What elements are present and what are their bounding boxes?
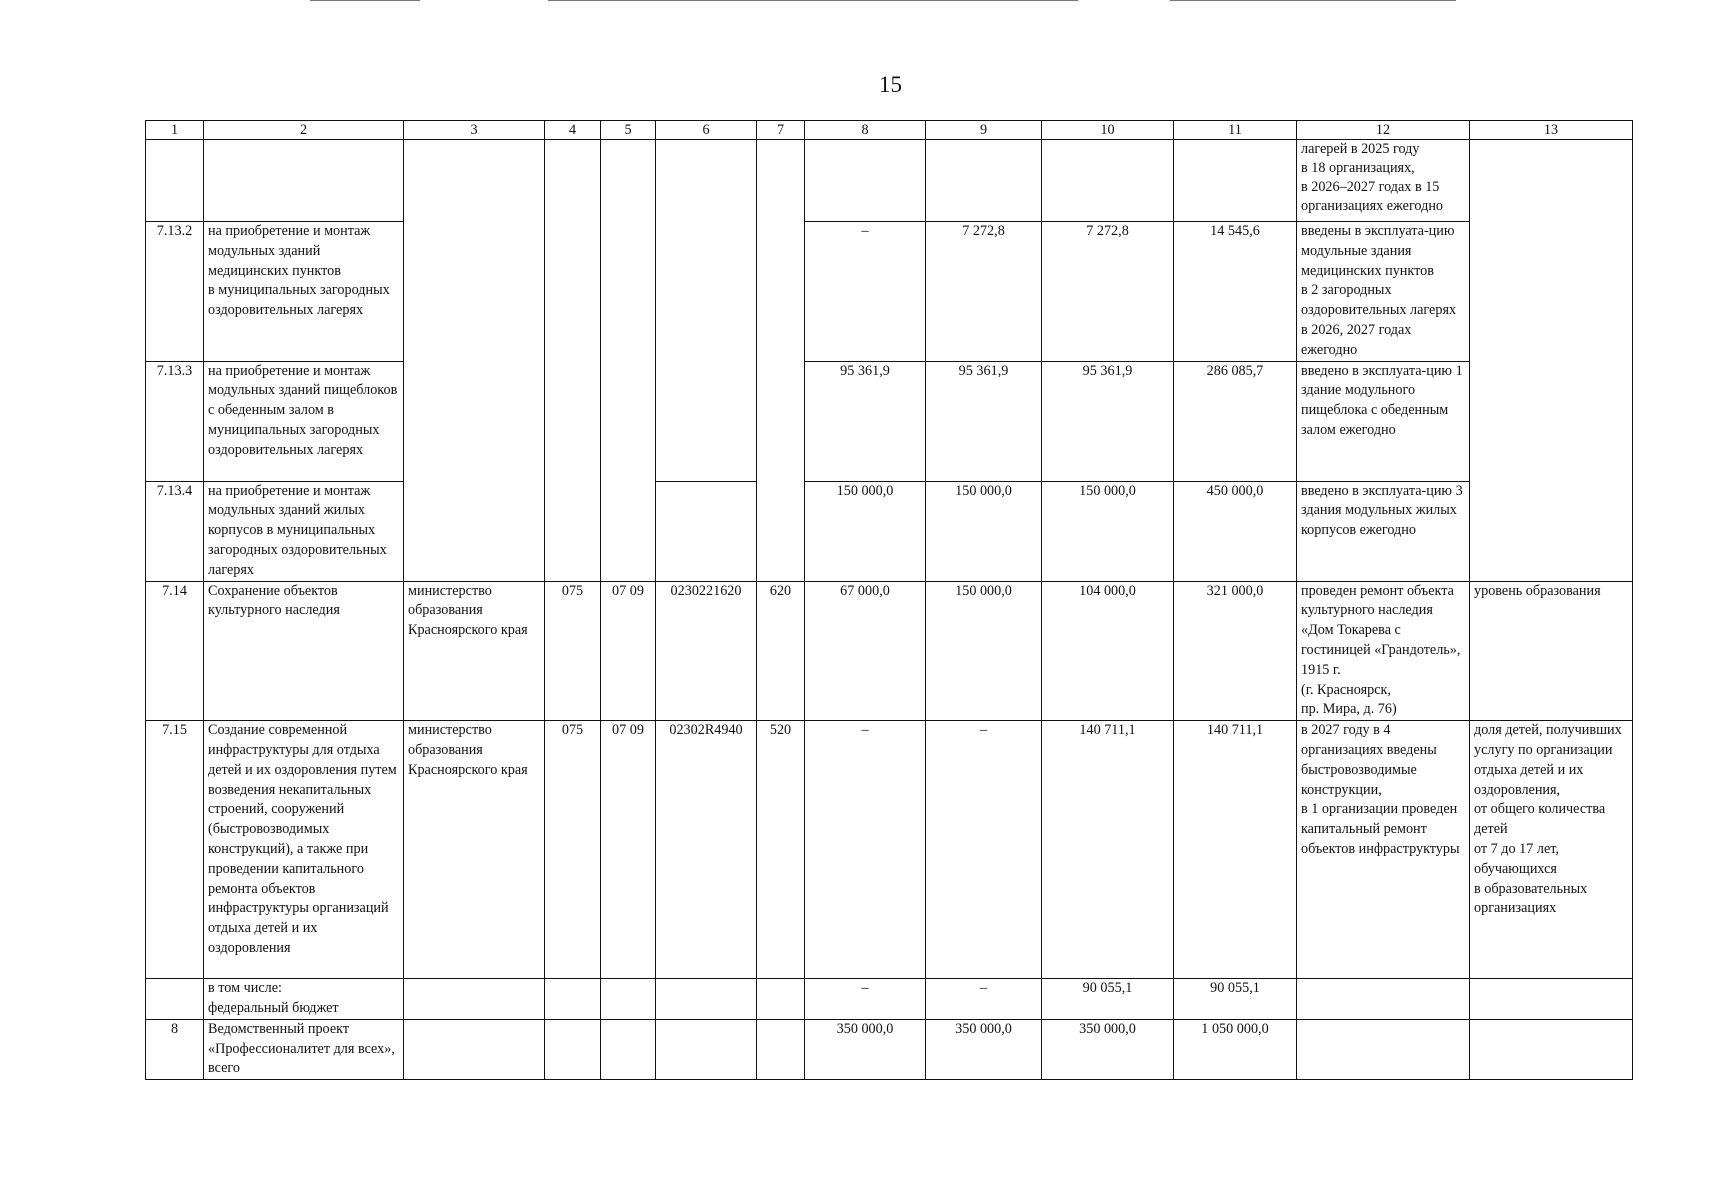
row-name: Ведомственный проект «Профессионалитет для всех», всего: [204, 1019, 404, 1079]
grbs-code: 075: [545, 721, 601, 979]
amount-2026: 7 272,8: [926, 222, 1042, 362]
amount-total: 140 711,1: [1174, 721, 1297, 979]
amount-2027: 150 000,0: [1042, 481, 1174, 581]
row-name: на приобретение и монтаж модульных зданий медицинских пунктов в муниципальных загородных оздоровительных лагерях: [204, 222, 404, 362]
amount-2026: –: [926, 979, 1042, 1020]
rzpr-code: 07 09: [601, 721, 656, 979]
col-number: 5: [601, 121, 656, 140]
table-row: [146, 481, 1633, 581]
amount-2025: 67 000,0: [805, 581, 926, 721]
amount-2027: 104 000,0: [1042, 581, 1174, 721]
amount-2025: 150 000,0: [805, 481, 926, 581]
result-cell: введено в эксплуата-цию 3 здания модульных жилых корпусов ежегодно: [1297, 481, 1470, 581]
amount-2025: –: [805, 222, 926, 362]
indicator-cell: доля детей, получивших услугу по организации отдыха детей и их оздоровления, от общего количества детей от 7 до 17 лет, обучающихся в образовательных организациях: [1470, 721, 1633, 979]
result-cell: в 2027 году в 4 организациях введены быстровозводимые конструкции, в 1 организации проведен капитальный ремонт объектов инфраструктуры: [1297, 721, 1470, 979]
col-number: 12: [1297, 121, 1470, 140]
col-number: 7: [757, 121, 805, 140]
amount-total: 14 545,6: [1174, 222, 1297, 362]
executor: министерство образования Красноярского края: [404, 581, 545, 721]
col-number: 13: [1470, 121, 1633, 140]
amount-total: 286 085,7: [1174, 361, 1297, 481]
col-number: 8: [805, 121, 926, 140]
amount-2026: 95 361,9: [926, 361, 1042, 481]
amount-2026: 150 000,0: [926, 581, 1042, 721]
col-number: 6: [656, 121, 757, 140]
col-number: 1: [146, 121, 204, 140]
rzpr-code: 07 09: [601, 581, 656, 721]
amount-2025: 350 000,0: [805, 1019, 926, 1079]
table-row: [146, 222, 1633, 362]
amount-2026: 150 000,0: [926, 481, 1042, 581]
amount-2027: 350 000,0: [1042, 1019, 1174, 1079]
row-number: 7.13.4: [146, 481, 204, 581]
executor: министерство образования Красноярского края: [404, 721, 545, 979]
col-number: 10: [1042, 121, 1174, 140]
table-row: [146, 1019, 1633, 1079]
result-cell: введено в эксплуата-цию 1 здание модульного пищеблока с обеденным залом ежегодно: [1297, 361, 1470, 481]
vr-code: 520: [757, 721, 805, 979]
row-number: 7.15: [146, 721, 204, 979]
table-row: [146, 140, 1633, 222]
col-number: 4: [545, 121, 601, 140]
amount-2026: –: [926, 721, 1042, 979]
amount-2026: 350 000,0: [926, 1019, 1042, 1079]
amount-2025: –: [805, 979, 926, 1020]
grbs-code: 075: [545, 581, 601, 721]
row-number: 7.14: [146, 581, 204, 721]
table-row: [146, 979, 1633, 1020]
program-table: [145, 120, 1633, 1080]
col-number: 9: [926, 121, 1042, 140]
csr-code: 0230221620: [656, 581, 757, 721]
table-row: [146, 581, 1633, 721]
col-number: 3: [404, 121, 545, 140]
result-cell: введены в эксплуата-цию модульные здания медицинских пунктов в 2 загородных оздоровительных лагерях в 2026, 2027 годах ежегодно: [1297, 222, 1470, 362]
amount-total: 321 000,0: [1174, 581, 1297, 721]
amount-total: 450 000,0: [1174, 481, 1297, 581]
amount-total: 90 055,1: [1174, 979, 1297, 1020]
row-number: 8: [146, 1019, 204, 1079]
indicator-cell: уровень образования: [1470, 581, 1633, 721]
row-name: на приобретение и монтаж модульных зданий пищеблоков с обеденным залом в муниципальных загородных оздоровительных лагерях: [204, 361, 404, 481]
amount-2025: –: [805, 721, 926, 979]
amount-2025: 95 361,9: [805, 361, 926, 481]
vr-code: 620: [757, 581, 805, 721]
row-name: Сохранение объектов культурного наследия: [204, 581, 404, 721]
row-name: в том числе: федеральный бюджет: [204, 979, 404, 1020]
table-row: [146, 721, 1633, 979]
table-row: [146, 361, 1633, 481]
column-number-row: [146, 121, 1633, 140]
col-number: 11: [1174, 121, 1297, 140]
amount-2027: 90 055,1: [1042, 979, 1174, 1020]
row-name: на приобретение и монтаж модульных зданий жилых корпусов в муниципальных загородных оздоровительных лагерях: [204, 481, 404, 581]
row-number: 7.13.3: [146, 361, 204, 481]
result-cell: проведен ремонт объекта культурного наследия «Дом Токарева с гостиницей «Грандотель», 1915 г. (г. Красноярск, пр. Мира, д. 76): [1297, 581, 1470, 721]
row-name: Создание современной инфраструктуры для отдыха детей и их оздоровления путем возведения некапитальных строений, сооружений (быстровозводимых конструкций), а также при проведении капитального ремонта объектов инфраструктуры организаций отдыха детей и их оздоровления: [204, 721, 404, 979]
result-cell: лагерей в 2025 году в 18 организациях, в 2026–2027 годах в 15 организациях ежегодно: [1297, 140, 1470, 222]
amount-2027: 95 361,9: [1042, 361, 1174, 481]
page-number: 15: [879, 72, 902, 97]
csr-code: 02302R4940: [656, 721, 757, 979]
amount-2027: 7 272,8: [1042, 222, 1174, 362]
col-number: 2: [204, 121, 404, 140]
row-number: 7.13.2: [146, 222, 204, 362]
amount-total: 1 050 000,0: [1174, 1019, 1297, 1079]
amount-2027: 140 711,1: [1042, 721, 1174, 979]
